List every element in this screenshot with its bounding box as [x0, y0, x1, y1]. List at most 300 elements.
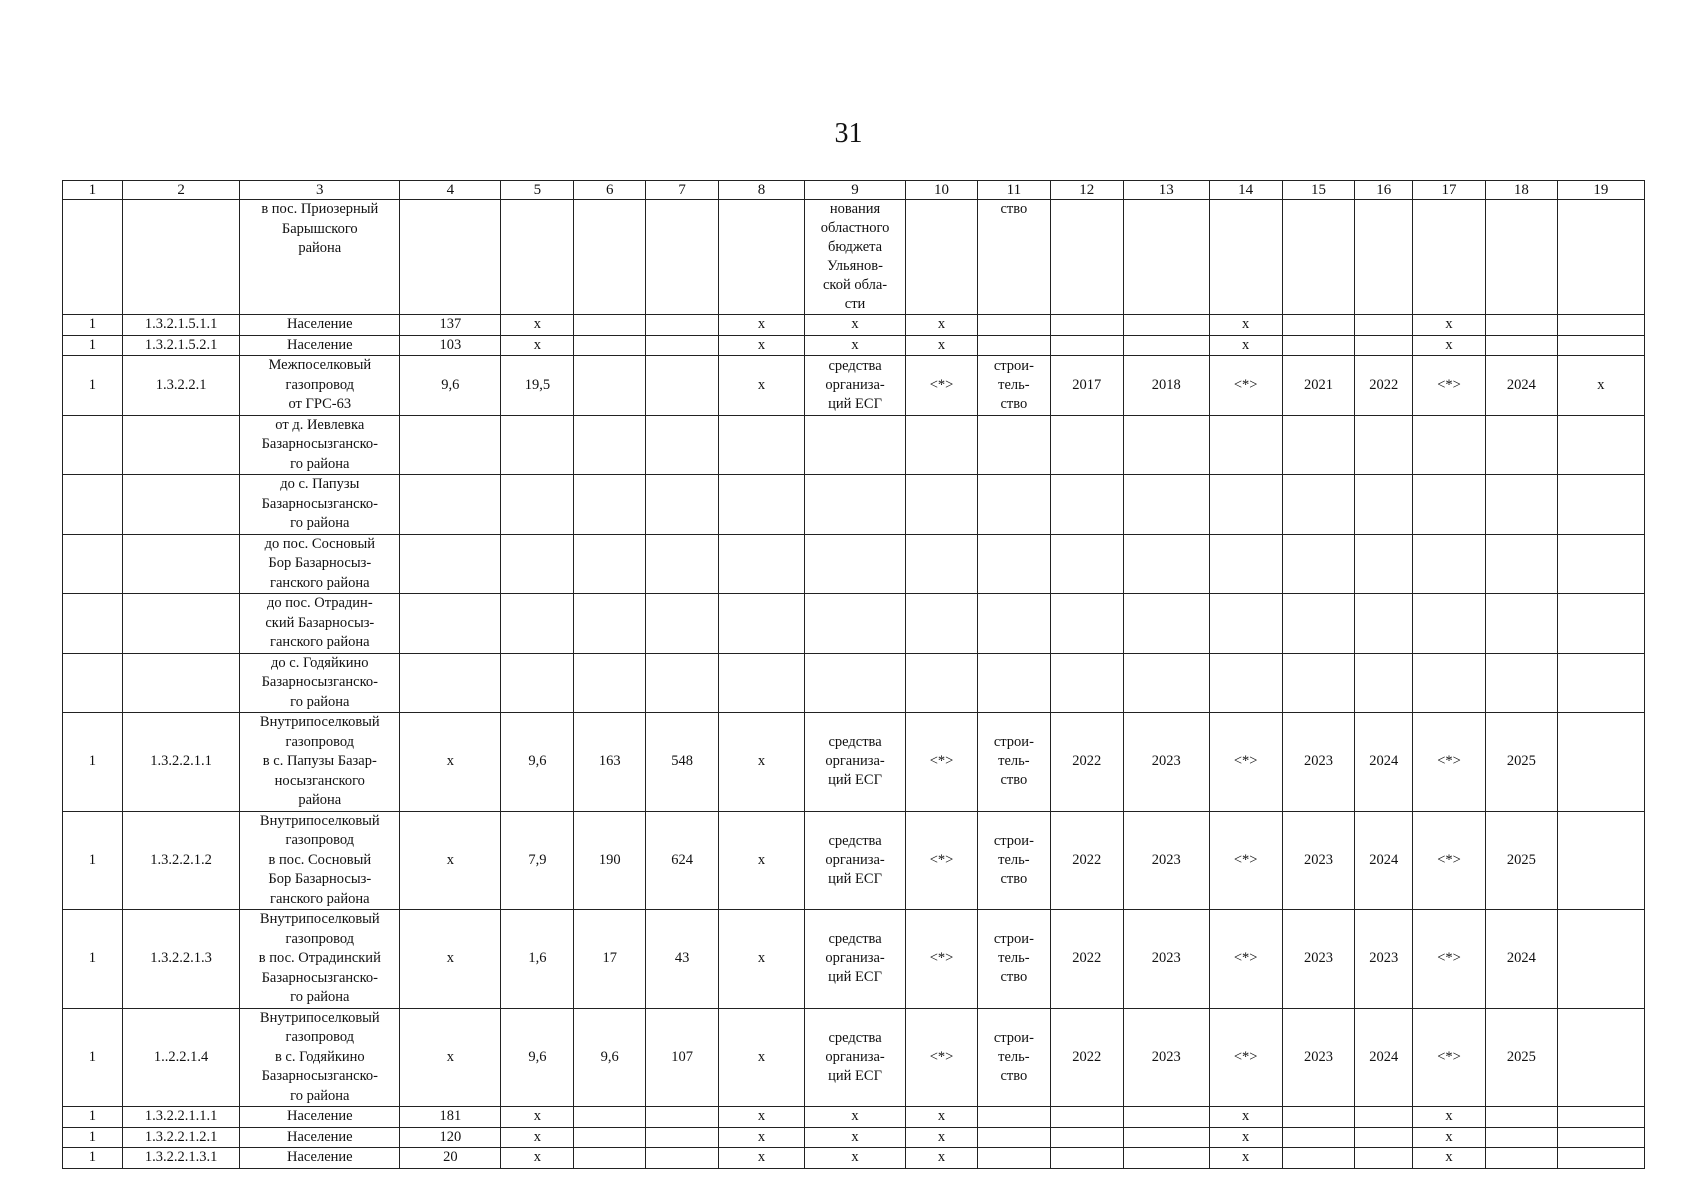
- table-cell: [1486, 335, 1558, 356]
- table-cell: [1413, 200, 1486, 315]
- table-cell: [977, 415, 1050, 475]
- table-cell: строи- тель- ство: [977, 356, 1050, 416]
- table-cell: [1282, 653, 1355, 713]
- table-cell: 2022: [1050, 1008, 1123, 1107]
- table-cell: 2018: [1123, 356, 1209, 416]
- table-cell: 548: [646, 713, 719, 812]
- table-cell: [1282, 475, 1355, 535]
- table-cell: x: [719, 315, 805, 336]
- column-header: 16: [1355, 181, 1413, 200]
- table-cell: [1355, 653, 1413, 713]
- table-cell: [1486, 415, 1558, 475]
- table-cell: [122, 475, 240, 535]
- table-cell: 137: [400, 315, 501, 336]
- table-cell: 2022: [1050, 713, 1123, 812]
- table-cell: x: [1209, 335, 1282, 356]
- table-row: [63, 315, 1645, 336]
- table-cell: 2022: [1355, 356, 1413, 416]
- table-cell: 1.3.2.1.5.2.1: [122, 335, 240, 356]
- table-cell: 2023: [1355, 910, 1413, 1009]
- table-cell: <*>: [1413, 910, 1486, 1009]
- column-header: 2: [122, 181, 240, 200]
- column-header: 4: [400, 181, 501, 200]
- table-cell: [501, 653, 574, 713]
- table-cell: Внутрипоселковый газопровод в пос. Сосновый Бор Базарносыз- ганского района: [240, 811, 400, 910]
- table-cell: [63, 594, 123, 654]
- table-cell: [501, 594, 574, 654]
- table-cell: [804, 475, 905, 535]
- table-cell: [1486, 594, 1558, 654]
- table-cell: [646, 475, 719, 535]
- table-cell: x: [400, 1008, 501, 1107]
- table-cell: [1486, 315, 1558, 336]
- table-cell: [1557, 315, 1644, 336]
- table-cell: x: [906, 1107, 978, 1128]
- table-row: [63, 475, 1645, 535]
- table-cell: x: [906, 1127, 978, 1148]
- table-cell: средства организа- ций ЕСГ: [804, 713, 905, 812]
- table-cell: [1123, 200, 1209, 315]
- table-cell: [646, 356, 719, 416]
- table-cell: [501, 415, 574, 475]
- table-cell: [574, 335, 646, 356]
- table-cell: 2023: [1123, 1008, 1209, 1107]
- table-cell: [1355, 534, 1413, 594]
- table-cell: [906, 653, 978, 713]
- table-cell: [1209, 415, 1282, 475]
- table-cell: x: [719, 1107, 805, 1128]
- table-row: [63, 335, 1645, 356]
- table-cell: средства организа- ций ЕСГ: [804, 910, 905, 1009]
- table-cell: <*>: [1413, 811, 1486, 910]
- table-cell: <*>: [1413, 356, 1486, 416]
- table-cell: 7,9: [501, 811, 574, 910]
- table-cell: 2025: [1486, 811, 1558, 910]
- table-row: [63, 811, 1645, 910]
- table-cell: 2022: [1050, 811, 1123, 910]
- table-cell: [1123, 653, 1209, 713]
- table-cell: [1486, 475, 1558, 535]
- table-cell: [574, 315, 646, 336]
- column-header: 6: [574, 181, 646, 200]
- table-cell: Население: [240, 315, 400, 336]
- table-cell: [977, 315, 1050, 336]
- column-header: 14: [1209, 181, 1282, 200]
- table-cell: [646, 1148, 719, 1169]
- table-cell: [574, 356, 646, 416]
- table-cell: x: [501, 1107, 574, 1128]
- table-cell: x: [501, 335, 574, 356]
- table-cell: Межпоселковый газопровод от ГРС-63: [240, 356, 400, 416]
- table-cell: <*>: [1413, 713, 1486, 812]
- table-cell: 1.3.2.2.1.3: [122, 910, 240, 1009]
- table-row: [63, 1008, 1645, 1107]
- table-cell: x: [804, 1148, 905, 1169]
- table-cell: [63, 534, 123, 594]
- table-cell: [977, 475, 1050, 535]
- table-cell: [1486, 1107, 1558, 1128]
- table-cell: [719, 534, 805, 594]
- table-cell: 1.3.2.2.1.1: [122, 713, 240, 812]
- table-cell: [1050, 653, 1123, 713]
- table-cell: [501, 200, 574, 315]
- table-cell: x: [1413, 315, 1486, 336]
- table-cell: в пос. Приозерный Барышского района: [240, 200, 400, 315]
- table-cell: [501, 475, 574, 535]
- table-cell: [1355, 415, 1413, 475]
- table-cell: x: [501, 1148, 574, 1169]
- table-cell: 107: [646, 1008, 719, 1107]
- column-header: 18: [1486, 181, 1558, 200]
- table-cell: [574, 653, 646, 713]
- table-cell: [1050, 1107, 1123, 1128]
- table-cell: x: [1209, 1107, 1282, 1128]
- table-cell: [574, 1107, 646, 1128]
- table-cell: [574, 594, 646, 654]
- table-cell: 2023: [1282, 811, 1355, 910]
- table-cell: [1123, 315, 1209, 336]
- table-cell: x: [906, 1148, 978, 1169]
- table-cell: [804, 534, 905, 594]
- column-header: 15: [1282, 181, 1355, 200]
- table-cell: [1355, 475, 1413, 535]
- table-cell: [977, 594, 1050, 654]
- table-cell: [646, 415, 719, 475]
- table-cell: [1413, 415, 1486, 475]
- table-cell: 2023: [1282, 910, 1355, 1009]
- table-cell: <*>: [1209, 910, 1282, 1009]
- table-cell: [719, 200, 805, 315]
- table-cell: 2025: [1486, 1008, 1558, 1107]
- column-header: 3: [240, 181, 400, 200]
- table-cell: [400, 594, 501, 654]
- table-cell: Население: [240, 1127, 400, 1148]
- table-cell: [1123, 1107, 1209, 1128]
- table-cell: [1557, 653, 1644, 713]
- table-cell: 190: [574, 811, 646, 910]
- table-cell: [1486, 653, 1558, 713]
- table-cell: [1557, 200, 1644, 315]
- table-row: [63, 1148, 1645, 1169]
- table-cell: [646, 653, 719, 713]
- table-cell: 1: [63, 910, 123, 1009]
- table-cell: [1282, 1107, 1355, 1128]
- table-cell: 2024: [1355, 1008, 1413, 1107]
- table-cell: [574, 200, 646, 315]
- table-cell: [646, 315, 719, 336]
- table-cell: 103: [400, 335, 501, 356]
- table-cell: [906, 475, 978, 535]
- table-cell: [977, 1107, 1050, 1128]
- table-cell: Население: [240, 335, 400, 356]
- table-cell: [1050, 335, 1123, 356]
- table-cell: x: [804, 335, 905, 356]
- table-cell: <*>: [1209, 356, 1282, 416]
- table-cell: [1282, 594, 1355, 654]
- table-cell: [1557, 1008, 1644, 1107]
- table-cell: средства организа- ций ЕСГ: [804, 811, 905, 910]
- table-cell: [1355, 1107, 1413, 1128]
- table-cell: x: [906, 315, 978, 336]
- table-cell: x: [1413, 1107, 1486, 1128]
- table-cell: [1282, 534, 1355, 594]
- table-cell: [1209, 475, 1282, 535]
- table-cell: [906, 534, 978, 594]
- table-cell: до с. Папузы Базарносызганско- го района: [240, 475, 400, 535]
- table-cell: 1: [63, 1008, 123, 1107]
- table-cell: [1209, 534, 1282, 594]
- column-header: 19: [1557, 181, 1644, 200]
- table-cell: [977, 534, 1050, 594]
- table-cell: 1: [63, 1107, 123, 1128]
- table-cell: Внутрипоселковый газопровод в пос. Отрадинский Базарносызганско- го района: [240, 910, 400, 1009]
- table-cell: 1..2.2.1.4: [122, 1008, 240, 1107]
- table-cell: x: [719, 335, 805, 356]
- table-cell: [646, 200, 719, 315]
- table-cell: [122, 653, 240, 713]
- table-cell: строи- тель- ство: [977, 910, 1050, 1009]
- table-cell: x: [400, 713, 501, 812]
- table-cell: 2023: [1282, 1008, 1355, 1107]
- table-cell: [574, 475, 646, 535]
- table-cell: ство: [977, 200, 1050, 315]
- table-cell: 1: [63, 1148, 123, 1169]
- table-cell: 9,6: [400, 356, 501, 416]
- table-cell: [63, 475, 123, 535]
- table-cell: 2022: [1050, 910, 1123, 1009]
- table-cell: [977, 1127, 1050, 1148]
- table-cell: [1209, 594, 1282, 654]
- table-cell: [1050, 315, 1123, 336]
- table-cell: 624: [646, 811, 719, 910]
- table-cell: [804, 415, 905, 475]
- table-cell: [804, 594, 905, 654]
- table-cell: [1282, 1127, 1355, 1148]
- table-cell: [1355, 335, 1413, 356]
- table-cell: 9,6: [574, 1008, 646, 1107]
- table-cell: 1.3.2.2.1: [122, 356, 240, 416]
- table-row: [63, 356, 1645, 416]
- table-cell: [400, 415, 501, 475]
- table-cell: строи- тель- ство: [977, 811, 1050, 910]
- table-cell: [1050, 1148, 1123, 1169]
- table-cell: x: [501, 315, 574, 336]
- table-cell: [63, 200, 123, 315]
- table-cell: [1486, 1127, 1558, 1148]
- table-cell: [1557, 713, 1644, 812]
- table-cell: [63, 415, 123, 475]
- table-cell: [1557, 811, 1644, 910]
- page-number: 31: [834, 118, 863, 149]
- table-cell: [400, 534, 501, 594]
- column-header: 7: [646, 181, 719, 200]
- table-cell: <*>: [906, 356, 978, 416]
- table-row: [63, 713, 1645, 812]
- table-cell: [1123, 335, 1209, 356]
- table-cell: 1: [63, 335, 123, 356]
- table-cell: x: [719, 1148, 805, 1169]
- data-table: [62, 180, 1645, 1169]
- table-cell: 43: [646, 910, 719, 1009]
- table-cell: [400, 200, 501, 315]
- table-cell: x: [719, 356, 805, 416]
- table-cell: [1486, 200, 1558, 315]
- table-cell: 20: [400, 1148, 501, 1169]
- table-cell: 2023: [1282, 713, 1355, 812]
- table-row: [63, 534, 1645, 594]
- table-row: [63, 1107, 1645, 1128]
- header-row: [63, 181, 1645, 200]
- table-cell: средства организа- ций ЕСГ: [804, 356, 905, 416]
- table-cell: [1486, 1148, 1558, 1169]
- table-cell: нования областного бюджета Ульянов- ской обла- сти: [804, 200, 905, 315]
- table-cell: [1413, 475, 1486, 535]
- table-cell: 2024: [1355, 713, 1413, 812]
- table-cell: 2025: [1486, 713, 1558, 812]
- column-header: 5: [501, 181, 574, 200]
- table-cell: x: [1413, 335, 1486, 356]
- table-cell: [574, 415, 646, 475]
- table-cell: 1.3.2.2.1.1.1: [122, 1107, 240, 1128]
- table-cell: [1413, 653, 1486, 713]
- table-cell: [1050, 415, 1123, 475]
- table-cell: <*>: [906, 1008, 978, 1107]
- table-cell: строи- тель- ство: [977, 1008, 1050, 1107]
- table-cell: [400, 653, 501, 713]
- table-cell: [1355, 200, 1413, 315]
- table-cell: [1413, 594, 1486, 654]
- table-cell: 2023: [1123, 713, 1209, 812]
- table-cell: [1355, 1127, 1413, 1148]
- table-cell: [719, 475, 805, 535]
- table-cell: <*>: [1209, 1008, 1282, 1107]
- table-cell: 19,5: [501, 356, 574, 416]
- table-cell: 181: [400, 1107, 501, 1128]
- table-cell: [804, 653, 905, 713]
- column-header: 9: [804, 181, 905, 200]
- table-cell: x: [1557, 356, 1644, 416]
- table-cell: <*>: [1209, 713, 1282, 812]
- table-cell: <*>: [906, 910, 978, 1009]
- table-cell: 1,6: [501, 910, 574, 1009]
- table-cell: [719, 415, 805, 475]
- table-cell: 1: [63, 811, 123, 910]
- table-cell: Внутрипоселковый газопровод в с. Папузы Базар- носызганского района: [240, 713, 400, 812]
- table-cell: x: [1209, 315, 1282, 336]
- table-cell: [400, 475, 501, 535]
- column-header: 17: [1413, 181, 1486, 200]
- table-row: [63, 200, 1645, 315]
- table-cell: <*>: [1209, 811, 1282, 910]
- table-cell: x: [501, 1127, 574, 1148]
- table-cell: [646, 594, 719, 654]
- table-cell: 1: [63, 356, 123, 416]
- table-cell: <*>: [906, 811, 978, 910]
- table-cell: 1: [63, 713, 123, 812]
- table-cell: 2024: [1486, 356, 1558, 416]
- table-cell: [1123, 1127, 1209, 1148]
- table-cell: 9,6: [501, 1008, 574, 1107]
- table-cell: x: [1209, 1127, 1282, 1148]
- table-cell: [1123, 415, 1209, 475]
- table-cell: x: [804, 315, 905, 336]
- table-cell: 1: [63, 315, 123, 336]
- table-cell: [1282, 415, 1355, 475]
- table-cell: 17: [574, 910, 646, 1009]
- table-cell: [977, 653, 1050, 713]
- table-cell: до пос. Отрадин- ский Базарносыз- ганского района: [240, 594, 400, 654]
- table-cell: [719, 594, 805, 654]
- table-cell: [1123, 534, 1209, 594]
- column-header: 12: [1050, 181, 1123, 200]
- table-cell: [646, 534, 719, 594]
- table-cell: [1209, 200, 1282, 315]
- table-cell: до с. Годяйкино Базарносызганско- го района: [240, 653, 400, 713]
- table-cell: [1486, 534, 1558, 594]
- table-cell: [1282, 200, 1355, 315]
- table-row: [63, 415, 1645, 475]
- table-cell: 2017: [1050, 356, 1123, 416]
- table-cell: [1209, 653, 1282, 713]
- table-cell: средства организа- ций ЕСГ: [804, 1008, 905, 1107]
- table-cell: [63, 653, 123, 713]
- table-cell: [1282, 1148, 1355, 1169]
- table-cell: [1557, 1127, 1644, 1148]
- table-cell: x: [1209, 1148, 1282, 1169]
- table-row: [63, 1127, 1645, 1148]
- table-cell: x: [804, 1127, 905, 1148]
- table-cell: [1050, 475, 1123, 535]
- table-cell: [1050, 594, 1123, 654]
- table-cell: [574, 534, 646, 594]
- table-cell: [122, 200, 240, 315]
- table-cell: 2021: [1282, 356, 1355, 416]
- table-cell: x: [719, 811, 805, 910]
- table-cell: x: [1413, 1127, 1486, 1148]
- table-cell: 1.3.2.2.1.3.1: [122, 1148, 240, 1169]
- table-cell: от д. Иевлевка Базарносызганско- го района: [240, 415, 400, 475]
- table-cell: [1557, 475, 1644, 535]
- table-cell: Население: [240, 1107, 400, 1128]
- table-cell: [1123, 594, 1209, 654]
- table-cell: x: [719, 1008, 805, 1107]
- table-cell: [1557, 910, 1644, 1009]
- table-cell: 2024: [1486, 910, 1558, 1009]
- table-cell: [1413, 534, 1486, 594]
- table-cell: x: [906, 335, 978, 356]
- table-cell: Население: [240, 1148, 400, 1169]
- table-cell: x: [804, 1107, 905, 1128]
- table-cell: [574, 1148, 646, 1169]
- table-cell: [122, 594, 240, 654]
- table-cell: [906, 200, 978, 315]
- table-row: [63, 910, 1645, 1009]
- table-cell: [1557, 594, 1644, 654]
- table-cell: [1557, 335, 1644, 356]
- table-cell: [1282, 335, 1355, 356]
- table-cell: [719, 653, 805, 713]
- table-cell: [122, 534, 240, 594]
- table-cell: [906, 594, 978, 654]
- table-cell: [574, 1127, 646, 1148]
- table-cell: [1123, 1148, 1209, 1169]
- table-cell: [1282, 315, 1355, 336]
- table-cell: 2023: [1123, 910, 1209, 1009]
- table-cell: 1.3.2.2.1.2.1: [122, 1127, 240, 1148]
- table-cell: x: [400, 910, 501, 1009]
- table-cell: x: [1413, 1148, 1486, 1169]
- table-cell: 163: [574, 713, 646, 812]
